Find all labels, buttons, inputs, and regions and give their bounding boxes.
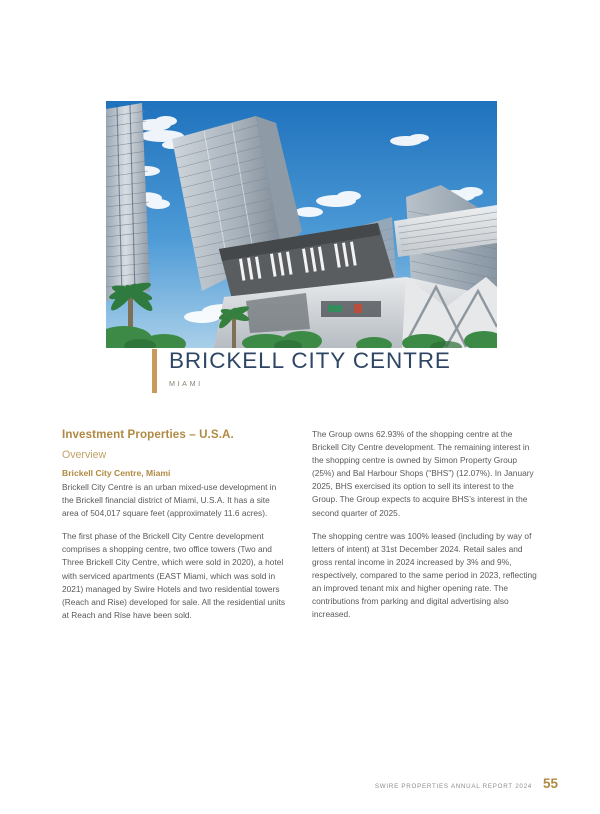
property-subheading: Brickell City Centre, Miami <box>62 468 171 478</box>
footer-report-line: SWIRE PROPERTIES ANNUAL REPORT 2024 <box>374 783 532 790</box>
page-subtitle-location: MIAMI <box>169 379 203 388</box>
hero-photo-illustration <box>106 101 497 348</box>
page-title: BRICKELL CITY CENTRE <box>169 348 451 373</box>
hero-photo <box>106 101 497 348</box>
section-heading: Investment Properties – U.S.A. <box>62 428 234 441</box>
hero-title-text <box>169 347 451 390</box>
page-number: 55 <box>542 776 558 791</box>
body-columns <box>62 428 538 622</box>
paragraph: The first phase of the Brickell City Centre development comprises a shopping centre, two office towers (Two and Three Brickell City Centre, which were sold in 2020), a hotel with serviced apartments (EAST Miami, which was sold in 2021) managed by Swire Hotels and two residential towers (Reach and Rise) developed for sale. All the residential units at Reach and Rise have been sold. <box>62 531 286 620</box>
paragraph: Brickell City Centre is an urban mixed-use development in the Brickell financial district of Miami, U.S.A. It has a site area of 504,017 square feet (approximately 11.6 acres). <box>62 482 277 519</box>
overview-heading: Overview <box>62 449 107 461</box>
gold-accent-rule <box>152 349 157 393</box>
left-column <box>62 428 287 622</box>
page-footer <box>375 777 558 792</box>
right-column <box>312 428 537 622</box>
paragraph: The shopping centre was 100% leased (including by way of letters of intent) at 31st December 2024. Retail sales and gross rental income in 2024 increased by 3% and 9%, respectively, compared to the same period in 2023, reflecting an improved tenant mix and higher opening rate. The contributions from parking and digital advertising also increased. <box>312 530 537 620</box>
paragraph: The Group owns 62.93% of the shopping centre at the Brickell City Centre development. The remaining interest in the shopping centre is owned by Simon Property Group (25%) and Bal Harbour Shops (“BHS”) (12.07%). In January 2025, BHS exercised its option to sell its interest to the Group. The Group expects to acquire BHS’s interest in the second quarter of 2025. <box>312 429 534 518</box>
